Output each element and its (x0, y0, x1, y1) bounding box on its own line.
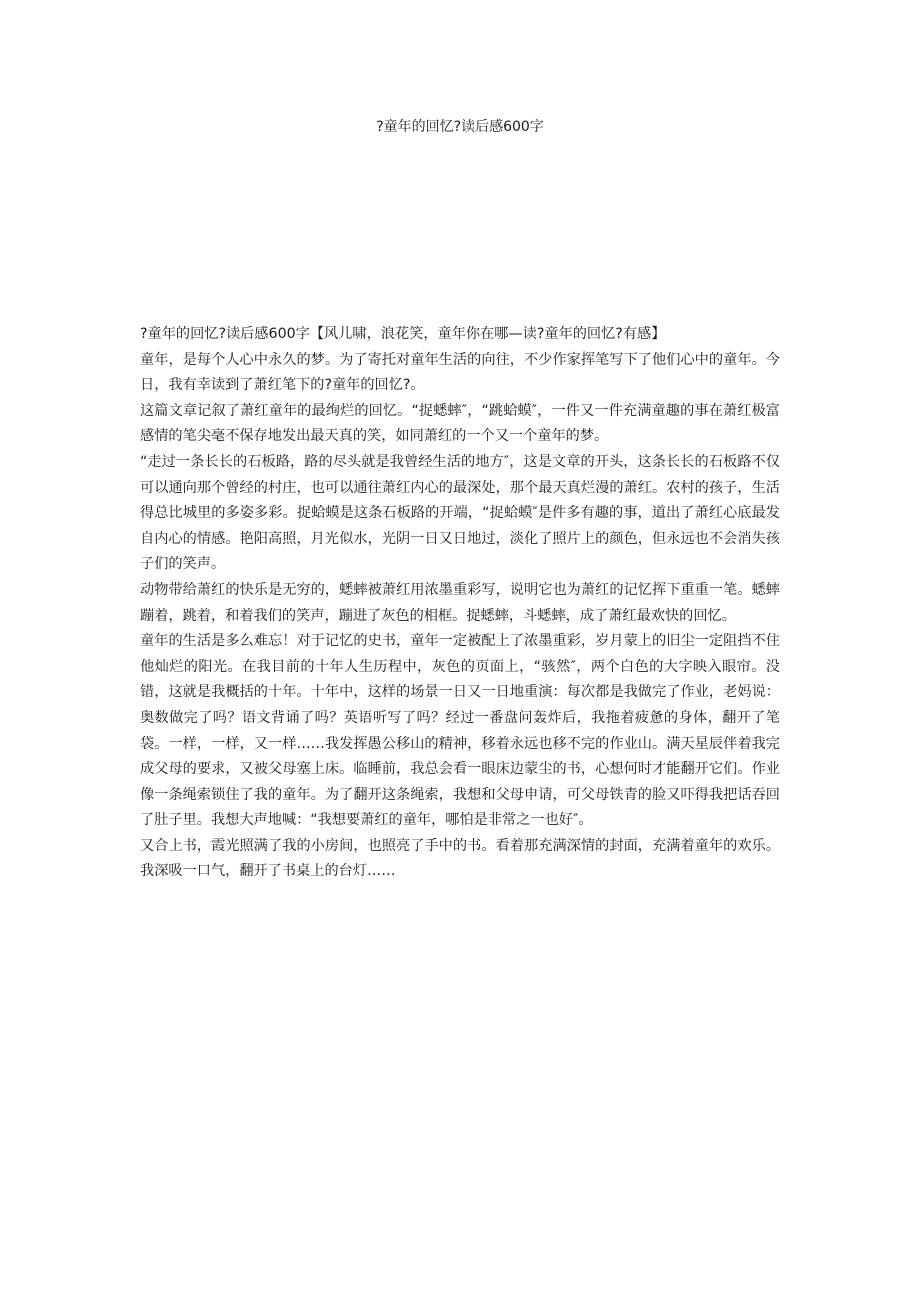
paragraph: 童年的生活是多么难忘！对于记忆的史书，童年一定被配上了浓墨重彩，岁月蒙上的旧尘一定阻挡不住他灿烂的阳光。在我目前的十年人生历程中，灰色的页面上，“骇然″，两个白色的大字映入眼帘。没错，这就是我概括的十年。十年中，这样的场景一日又一日地重演：每次都是我做完了作业，老妈说：奥数做完了吗？语文背诵了吗？英语听写了吗？经过一番盘问轰炸后，我拖着疲惫的身体，翻开了笔袋。一样，一样，又一样……我发挥愚公移山的精神，移着永远也移不完的作业山。满天星辰伴着我完成父母的要求，又被父母塞上床。临睡前，我总会看一眼床边蒙尘的书，心想何时才能翻开它们。作业像一条绳索锁住了我的童年。为了翻开这条绳索，我想和父母申请，可父母铁青的脸又吓得我把话吞回了肚子里。我想大声地喊：“我想要萧红的童年，哪怕是非常之一也好″。 (140, 633, 780, 829)
paragraph: “走过一条长长的石板路，路的尽头就是我曾经生活的地方″，这是文章的开头，这条长长的石板路不仅可以通向那个曾经的村庄，也可以通往萧红内心的最深处，那个最天真烂漫的萧红。农村的孩子，生活得总比城里的多姿多彩。捉蛤蟆是这条石板路的开端，“捉蛤蟆″是件多有趣的事，道出了萧红心底最发自内心的情感。艳阳高照，月光似水，光阴一日又日地过，淡化了照片上的颜色，但永远也不会消失孩子们的笑声。 (140, 453, 780, 573)
paragraph: 又合上书，霞光照满了我的小房间，也照亮了手中的书。看着那充满深情的封面，充满着童年的欢乐。我深吸一口气，翻开了书桌上的台灯…… (140, 837, 780, 880)
article-heading-line: ?童年的回忆?读后感600字【风儿啸，浪花笑，童年你在哪—读?童年的回忆?有感】 (140, 326, 666, 342)
article-body (140, 322, 780, 885)
paragraph: 童年，是每个人心中永久的梦。为了寄托对童年生活的向往，不少作家挥笔写下了他们心中的童年。今日，我有幸读到了萧红笔下的?童年的回忆?。 (140, 351, 780, 394)
document-title: ?童年的回忆?读后感600字 (376, 119, 544, 135)
paragraph: 动物带给萧红的快乐是无穷的，蟋蟀被萧红用浓墨重彩写，说明它也为萧红的记忆挥下重重一笔。蟋蟀蹦着，跳着，和着我们的笑声，蹦进了灰色的相框。捉蟋蟀，斗蟋蟀，成了萧红最欢快的回忆。 (140, 581, 780, 624)
paragraph: 这篇文章记叙了萧红童年的最绚烂的回忆。“捉蟋蟀″，“跳蛤蟆″，一件又一件充满童趣的事在萧红极富感情的笔尖毫不保存地发出最天真的笑，如同萧红的一个又一个童年的梦。 (140, 402, 780, 445)
